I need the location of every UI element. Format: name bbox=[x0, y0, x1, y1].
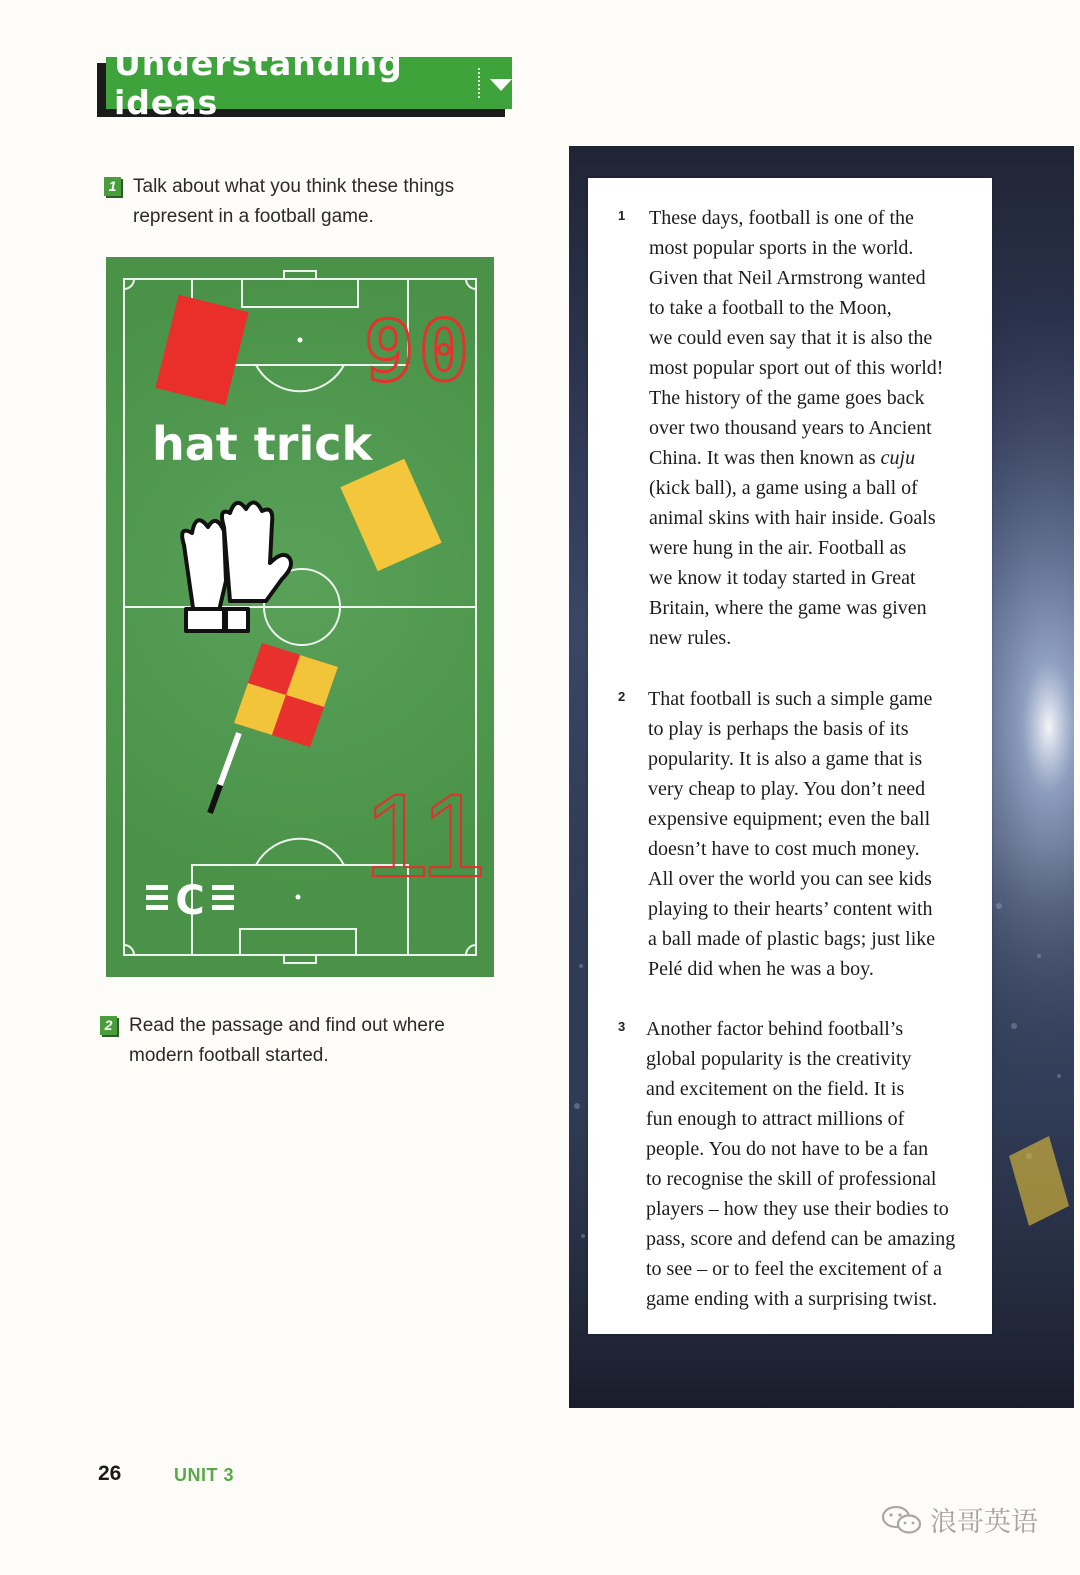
corner-arc bbox=[466, 945, 476, 955]
paragraph-text: These days, football is one of the most popular sports in the world. Given that Neil Armstrong wanted to take a football to the Moon, we could even say that it is also the most popular sport out of this world! The history of the game goes back over two thousand years to Ancient China. It was then known as cuju (kick ball), a game using a ball of animal skins with hair inside. Goals were hung in the air. Football as we know it today started in Great Britain, where the game was given new rules. bbox=[649, 207, 944, 649]
watermark bbox=[880, 1500, 1038, 1539]
wechat-icon bbox=[880, 1503, 924, 1537]
paragraph-number: 1 bbox=[618, 208, 626, 223]
chevron-down-icon bbox=[490, 79, 512, 91]
penalty-arc-top bbox=[256, 365, 344, 391]
task-number-badge: 1 bbox=[104, 177, 121, 196]
goal-area-top bbox=[242, 279, 358, 307]
task-instruction bbox=[133, 172, 454, 232]
section-title: Understanding ideas bbox=[114, 44, 403, 122]
penalty-spot bbox=[296, 895, 301, 900]
match-minute-display: 90 bbox=[364, 302, 474, 400]
player-number: 11 bbox=[364, 770, 487, 902]
paragraph-text: Another factor behind football’s global popularity is the creativity and excitement on the field. It is fun enough to attract millions of people. You do not have to be a fan to recognise the skill of professional players – how they use their bodies to pass, score and defend can be amazing to see – or to feel the excitement of a game ending with a surprising twist. bbox=[646, 1018, 956, 1310]
task-instruction bbox=[129, 1011, 445, 1071]
corner-arc bbox=[124, 279, 134, 289]
goal-area-bottom bbox=[240, 929, 356, 955]
goalkeeper-gloves-icon bbox=[182, 502, 291, 631]
task-number-badge: 2 bbox=[100, 1016, 117, 1035]
paragraph-number: 2 bbox=[618, 689, 626, 704]
corner-flag-icon bbox=[210, 643, 338, 813]
reading-passage bbox=[588, 178, 992, 1334]
task-1 bbox=[104, 172, 454, 232]
paragraph-number: 3 bbox=[618, 1019, 626, 1034]
task-line: Talk about what you think these things bbox=[133, 176, 455, 197]
goal-top bbox=[284, 271, 316, 279]
task-line: represent in a football game. bbox=[133, 206, 374, 227]
c-logo-icon bbox=[146, 878, 234, 924]
penalty-arc-bottom bbox=[256, 839, 344, 865]
penalty-spot bbox=[298, 338, 303, 343]
goal-bottom bbox=[284, 955, 316, 963]
task-line: modern football started. bbox=[129, 1045, 329, 1066]
corner-arc bbox=[466, 279, 476, 289]
watermark-text: 浪哥英语 bbox=[930, 1507, 1038, 1538]
paragraph-text: That football is such a simple game to play is perhaps the basis of its popularity. It is also a game that is very cheap to play. You don’t need expensive equipment; even the ball doesn’t have to cost much money. All over the world you can see kids playing to their hearts’ content with a ball made of plastic bags; just like Pelé did when he was a boy. bbox=[648, 688, 936, 980]
section-banner bbox=[106, 44, 512, 122]
corner-arc bbox=[124, 945, 134, 955]
italic-term: cuju bbox=[880, 447, 916, 469]
task-2 bbox=[100, 1011, 445, 1071]
football-pitch-illustration bbox=[106, 257, 494, 977]
banner-divider bbox=[478, 68, 480, 98]
task-line: Read the passage and find out where bbox=[129, 1015, 445, 1036]
c-logo-letter: C bbox=[175, 878, 205, 924]
unit-label: UNIT 3 bbox=[174, 1465, 235, 1485]
page-number: 26 bbox=[98, 1462, 122, 1485]
red-card-icon bbox=[155, 295, 248, 406]
yellow-card-icon bbox=[340, 459, 441, 572]
hat-trick-label: hat trick bbox=[152, 417, 373, 471]
